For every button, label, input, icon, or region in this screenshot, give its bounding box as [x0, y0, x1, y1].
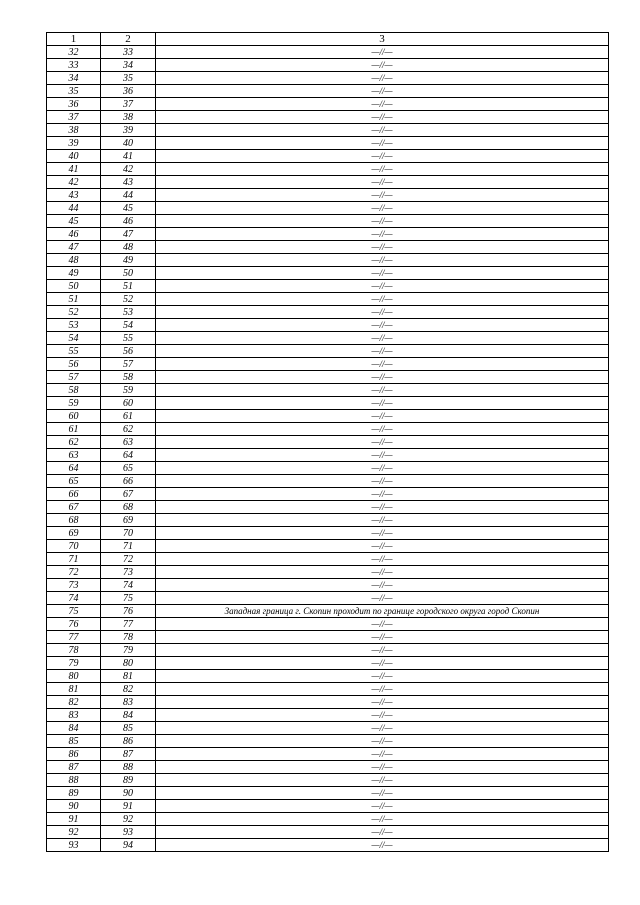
boundary-description-cell: —//— — [156, 345, 609, 358]
boundary-description-cell: —//— — [156, 618, 609, 631]
point-from-cell: 86 — [47, 748, 101, 761]
point-to-cell: 90 — [101, 787, 156, 800]
point-to-cell: 65 — [101, 462, 156, 475]
point-to-cell: 40 — [101, 137, 156, 150]
table-row — [47, 696, 609, 709]
table-row — [47, 85, 609, 98]
table-row — [47, 358, 609, 371]
point-from-cell: 43 — [47, 189, 101, 202]
boundary-description-cell: —//— — [156, 319, 609, 332]
boundary-description-cell: —//— — [156, 514, 609, 527]
table-row — [47, 345, 609, 358]
point-from-cell: 82 — [47, 696, 101, 709]
point-from-cell: 60 — [47, 410, 101, 423]
column-header-1: 1 — [47, 33, 101, 46]
point-to-cell: 79 — [101, 644, 156, 657]
table-row — [47, 800, 609, 813]
point-from-cell: 34 — [47, 72, 101, 85]
boundary-description-cell: —//— — [156, 683, 609, 696]
boundary-description-cell: —//— — [156, 137, 609, 150]
point-from-cell: 54 — [47, 332, 101, 345]
table-row — [47, 735, 609, 748]
point-from-cell: 88 — [47, 774, 101, 787]
point-to-cell: 53 — [101, 306, 156, 319]
point-to-cell: 57 — [101, 358, 156, 371]
table-row — [47, 748, 609, 761]
boundary-description-cell: —//— — [156, 72, 609, 85]
boundary-description-cell: —//— — [156, 735, 609, 748]
boundary-description-cell: —//— — [156, 670, 609, 683]
point-from-cell: 40 — [47, 150, 101, 163]
point-to-cell: 66 — [101, 475, 156, 488]
point-from-cell: 32 — [47, 46, 101, 59]
point-from-cell: 72 — [47, 566, 101, 579]
table-row — [47, 98, 609, 111]
boundary-description-cell: —//— — [156, 332, 609, 345]
table-row — [47, 813, 609, 826]
point-to-cell: 92 — [101, 813, 156, 826]
point-to-cell: 82 — [101, 683, 156, 696]
point-from-cell: 79 — [47, 657, 101, 670]
table-row — [47, 163, 609, 176]
point-to-cell: 46 — [101, 215, 156, 228]
point-from-cell: 80 — [47, 670, 101, 683]
point-to-cell: 64 — [101, 449, 156, 462]
point-from-cell: 93 — [47, 839, 101, 852]
table-row — [47, 566, 609, 579]
table-body — [47, 46, 609, 852]
point-to-cell: 76 — [101, 605, 156, 618]
point-from-cell: 39 — [47, 137, 101, 150]
boundary-description-cell: —//— — [156, 371, 609, 384]
table-row — [47, 475, 609, 488]
table-row — [47, 176, 609, 189]
boundary-description-cell: —//— — [156, 566, 609, 579]
table-row — [47, 124, 609, 137]
table-row — [47, 540, 609, 553]
point-from-cell: 69 — [47, 527, 101, 540]
boundary-description-cell: —//— — [156, 202, 609, 215]
point-from-cell: 87 — [47, 761, 101, 774]
point-from-cell: 71 — [47, 553, 101, 566]
boundary-description-cell: —//— — [156, 306, 609, 319]
table-row — [47, 137, 609, 150]
point-to-cell: 62 — [101, 423, 156, 436]
point-to-cell: 56 — [101, 345, 156, 358]
point-from-cell: 38 — [47, 124, 101, 137]
table-row — [47, 254, 609, 267]
table-row — [47, 111, 609, 124]
point-from-cell: 83 — [47, 709, 101, 722]
point-from-cell: 67 — [47, 501, 101, 514]
point-from-cell: 37 — [47, 111, 101, 124]
boundary-description-cell: —//— — [156, 787, 609, 800]
point-from-cell: 70 — [47, 540, 101, 553]
point-from-cell: 57 — [47, 371, 101, 384]
boundary-description-cell: —//— — [156, 657, 609, 670]
point-from-cell: 48 — [47, 254, 101, 267]
table-row — [47, 59, 609, 72]
point-from-cell: 42 — [47, 176, 101, 189]
point-from-cell: 73 — [47, 579, 101, 592]
point-to-cell: 55 — [101, 332, 156, 345]
table-row — [47, 189, 609, 202]
table-row — [47, 46, 609, 59]
boundary-description-cell: —//— — [156, 540, 609, 553]
point-to-cell: 93 — [101, 826, 156, 839]
point-to-cell: 42 — [101, 163, 156, 176]
point-from-cell: 92 — [47, 826, 101, 839]
point-to-cell: 47 — [101, 228, 156, 241]
column-header-2: 2 — [101, 33, 156, 46]
point-from-cell: 41 — [47, 163, 101, 176]
point-to-cell: 41 — [101, 150, 156, 163]
point-to-cell: 59 — [101, 384, 156, 397]
boundary-description-cell: —//— — [156, 358, 609, 371]
point-to-cell: 77 — [101, 618, 156, 631]
point-from-cell: 74 — [47, 592, 101, 605]
point-from-cell: 50 — [47, 280, 101, 293]
boundary-description-cell: —//— — [156, 267, 609, 280]
table-row — [47, 215, 609, 228]
boundary-description-cell: —//— — [156, 410, 609, 423]
table-row — [47, 514, 609, 527]
point-to-cell: 81 — [101, 670, 156, 683]
point-to-cell: 45 — [101, 202, 156, 215]
boundary-description-cell: —//— — [156, 527, 609, 540]
table-row — [47, 657, 609, 670]
point-from-cell: 52 — [47, 306, 101, 319]
point-to-cell: 88 — [101, 761, 156, 774]
boundary-description-cell: —//— — [156, 826, 609, 839]
boundary-description-cell: —//— — [156, 280, 609, 293]
table-row — [47, 761, 609, 774]
boundary-description-cell: —//— — [156, 722, 609, 735]
table-row — [47, 371, 609, 384]
table-row — [47, 384, 609, 397]
point-to-cell: 69 — [101, 514, 156, 527]
boundary-description-cell: —//— — [156, 501, 609, 514]
point-from-cell: 49 — [47, 267, 101, 280]
table-row — [47, 644, 609, 657]
point-to-cell: 60 — [101, 397, 156, 410]
table-row — [47, 228, 609, 241]
point-to-cell: 83 — [101, 696, 156, 709]
boundary-description-cell: —//— — [156, 176, 609, 189]
table-row — [47, 527, 609, 540]
boundary-description-cell: —//— — [156, 748, 609, 761]
point-to-cell: 52 — [101, 293, 156, 306]
boundary-description-cell: Западная граница г. Скопин проходит по границе городского округа город Скопин — [156, 605, 609, 618]
boundary-description-cell: —//— — [156, 254, 609, 267]
boundary-description-cell: —//— — [156, 631, 609, 644]
point-from-cell: 63 — [47, 449, 101, 462]
table-row — [47, 722, 609, 735]
point-from-cell: 55 — [47, 345, 101, 358]
point-from-cell: 91 — [47, 813, 101, 826]
point-to-cell: 75 — [101, 592, 156, 605]
boundary-description-cell: —//— — [156, 475, 609, 488]
table-row — [47, 150, 609, 163]
boundary-description-cell: —//— — [156, 488, 609, 501]
table-row — [47, 709, 609, 722]
table-row — [47, 839, 609, 852]
table-row — [47, 501, 609, 514]
point-to-cell: 74 — [101, 579, 156, 592]
table-row — [47, 605, 609, 618]
boundary-description-cell: —//— — [156, 813, 609, 826]
table-row — [47, 592, 609, 605]
point-to-cell: 73 — [101, 566, 156, 579]
boundary-description-cell: —//— — [156, 85, 609, 98]
point-from-cell: 78 — [47, 644, 101, 657]
boundary-description-cell: —//— — [156, 553, 609, 566]
table-row — [47, 488, 609, 501]
point-to-cell: 70 — [101, 527, 156, 540]
point-to-cell: 71 — [101, 540, 156, 553]
table-row — [47, 553, 609, 566]
point-to-cell: 35 — [101, 72, 156, 85]
point-to-cell: 78 — [101, 631, 156, 644]
boundary-description-cell: —//— — [156, 462, 609, 475]
point-to-cell: 51 — [101, 280, 156, 293]
table-row — [47, 683, 609, 696]
point-from-cell: 33 — [47, 59, 101, 72]
point-from-cell: 64 — [47, 462, 101, 475]
boundary-description-cell: —//— — [156, 150, 609, 163]
table-row — [47, 306, 609, 319]
boundary-description-cell: —//— — [156, 800, 609, 813]
boundary-description-cell: —//— — [156, 215, 609, 228]
point-from-cell: 61 — [47, 423, 101, 436]
point-from-cell: 77 — [47, 631, 101, 644]
table-row — [47, 774, 609, 787]
point-to-cell: 48 — [101, 241, 156, 254]
point-to-cell: 80 — [101, 657, 156, 670]
boundary-description-cell: —//— — [156, 709, 609, 722]
point-from-cell: 45 — [47, 215, 101, 228]
table-row — [47, 449, 609, 462]
boundary-description-cell: —//— — [156, 436, 609, 449]
point-from-cell: 65 — [47, 475, 101, 488]
boundary-description-cell: —//— — [156, 228, 609, 241]
point-to-cell: 86 — [101, 735, 156, 748]
point-to-cell: 63 — [101, 436, 156, 449]
point-from-cell: 44 — [47, 202, 101, 215]
table-row — [47, 826, 609, 839]
boundary-description-cell: —//— — [156, 59, 609, 72]
boundary-description-cell: —//— — [156, 241, 609, 254]
point-to-cell: 87 — [101, 748, 156, 761]
table-row — [47, 670, 609, 683]
point-from-cell: 51 — [47, 293, 101, 306]
boundary-points-table — [46, 32, 609, 852]
point-to-cell: 72 — [101, 553, 156, 566]
table-row — [47, 787, 609, 800]
boundary-description-cell: —//— — [156, 774, 609, 787]
point-from-cell: 56 — [47, 358, 101, 371]
table-row — [47, 293, 609, 306]
table-row — [47, 423, 609, 436]
table-row — [47, 397, 609, 410]
table-row — [47, 410, 609, 423]
point-to-cell: 38 — [101, 111, 156, 124]
boundary-description-cell: —//— — [156, 163, 609, 176]
table-row — [47, 579, 609, 592]
table-row — [47, 319, 609, 332]
table-row — [47, 436, 609, 449]
point-to-cell: 61 — [101, 410, 156, 423]
point-to-cell: 43 — [101, 176, 156, 189]
boundary-description-cell: —//— — [156, 761, 609, 774]
point-to-cell: 68 — [101, 501, 156, 514]
point-from-cell: 46 — [47, 228, 101, 241]
table-row — [47, 631, 609, 644]
boundary-description-cell: —//— — [156, 111, 609, 124]
point-to-cell: 34 — [101, 59, 156, 72]
point-to-cell: 37 — [101, 98, 156, 111]
table-row — [47, 202, 609, 215]
point-from-cell: 59 — [47, 397, 101, 410]
point-to-cell: 67 — [101, 488, 156, 501]
point-from-cell: 53 — [47, 319, 101, 332]
point-to-cell: 91 — [101, 800, 156, 813]
point-from-cell: 35 — [47, 85, 101, 98]
point-to-cell: 49 — [101, 254, 156, 267]
point-to-cell: 89 — [101, 774, 156, 787]
table-row — [47, 618, 609, 631]
boundary-description-cell: —//— — [156, 579, 609, 592]
point-to-cell: 94 — [101, 839, 156, 852]
point-from-cell: 76 — [47, 618, 101, 631]
boundary-description-cell: —//— — [156, 384, 609, 397]
boundary-description-cell: —//— — [156, 293, 609, 306]
point-from-cell: 84 — [47, 722, 101, 735]
boundary-description-cell: —//— — [156, 839, 609, 852]
point-to-cell: 85 — [101, 722, 156, 735]
table-row — [47, 267, 609, 280]
point-from-cell: 89 — [47, 787, 101, 800]
point-from-cell: 66 — [47, 488, 101, 501]
point-to-cell: 44 — [101, 189, 156, 202]
point-to-cell: 36 — [101, 85, 156, 98]
boundary-description-cell: —//— — [156, 592, 609, 605]
boundary-description-cell: —//— — [156, 46, 609, 59]
boundary-description-cell: —//— — [156, 696, 609, 709]
boundary-description-cell: —//— — [156, 98, 609, 111]
point-from-cell: 62 — [47, 436, 101, 449]
point-to-cell: 58 — [101, 371, 156, 384]
table-row — [47, 462, 609, 475]
table-header-row — [47, 33, 609, 46]
boundary-description-cell: —//— — [156, 397, 609, 410]
point-to-cell: 54 — [101, 319, 156, 332]
point-from-cell: 90 — [47, 800, 101, 813]
boundary-description-cell: —//— — [156, 189, 609, 202]
boundary-description-cell: —//— — [156, 423, 609, 436]
point-from-cell: 36 — [47, 98, 101, 111]
table-row — [47, 280, 609, 293]
point-to-cell: 39 — [101, 124, 156, 137]
table-row — [47, 332, 609, 345]
boundary-description-cell: —//— — [156, 644, 609, 657]
point-from-cell: 75 — [47, 605, 101, 618]
point-from-cell: 81 — [47, 683, 101, 696]
boundary-description-cell: —//— — [156, 124, 609, 137]
boundary-description-cell: —//— — [156, 449, 609, 462]
point-from-cell: 58 — [47, 384, 101, 397]
point-to-cell: 33 — [101, 46, 156, 59]
point-to-cell: 84 — [101, 709, 156, 722]
point-to-cell: 50 — [101, 267, 156, 280]
table-row — [47, 72, 609, 85]
point-from-cell: 85 — [47, 735, 101, 748]
table-row — [47, 241, 609, 254]
column-header-3: 3 — [156, 33, 609, 46]
point-from-cell: 68 — [47, 514, 101, 527]
point-from-cell: 47 — [47, 241, 101, 254]
